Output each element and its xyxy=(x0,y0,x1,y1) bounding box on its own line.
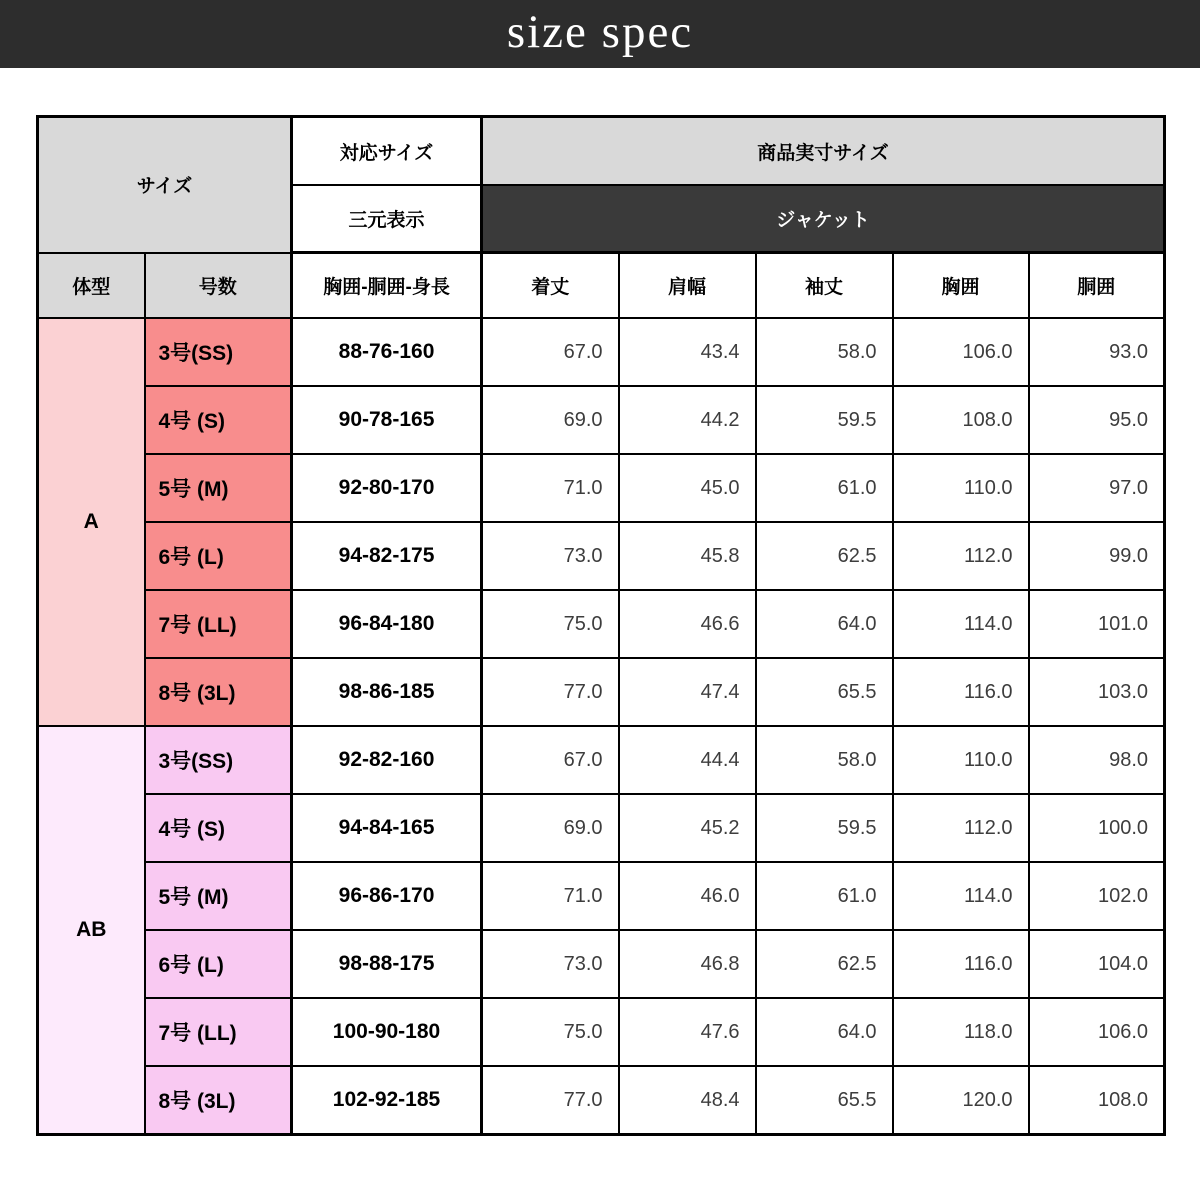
title-bar xyxy=(0,0,1200,68)
table-row xyxy=(38,658,1165,726)
table-row xyxy=(38,794,1165,862)
measurement-value-cell: 59.5 xyxy=(756,386,893,454)
measurement-value-cell: 45.2 xyxy=(619,794,756,862)
measurement-value-cell: 102.0 xyxy=(1029,862,1165,930)
measurement-value-cell: 73.0 xyxy=(482,930,619,998)
measurement-value-cell: 108.0 xyxy=(893,386,1029,454)
table-row xyxy=(38,998,1165,1066)
measurement-value-cell: 98.0 xyxy=(1029,726,1165,794)
three-element-header: 三元表示 xyxy=(292,185,482,253)
measurement-value-cell: 93.0 xyxy=(1029,318,1165,386)
size-number-cell: 4号 (S) xyxy=(145,794,292,862)
page-title: size spec xyxy=(506,5,694,58)
size-number-cell: 4号 (S) xyxy=(145,386,292,454)
table-row xyxy=(38,590,1165,658)
chest-waist-height-cell: 102-92-185 xyxy=(292,1066,482,1135)
measurement-value-cell: 58.0 xyxy=(756,726,893,794)
table-row xyxy=(38,930,1165,998)
measurement-value-cell: 44.4 xyxy=(619,726,756,794)
measurement-value-cell: 44.2 xyxy=(619,386,756,454)
measurement-value-cell: 71.0 xyxy=(482,454,619,522)
measurement-value-cell: 118.0 xyxy=(893,998,1029,1066)
chest-waist-height-cell: 88-76-160 xyxy=(292,318,482,386)
size-number-cell: 3号(SS) xyxy=(145,318,292,386)
size-number-cell: 8号 (3L) xyxy=(145,1066,292,1135)
measurement-value-cell: 65.5 xyxy=(756,1066,893,1135)
size-number-column-header: 号数 xyxy=(145,253,292,319)
measurement-value-cell: 120.0 xyxy=(893,1066,1029,1135)
measurement-value-cell: 62.5 xyxy=(756,930,893,998)
measurement-value-cell: 46.8 xyxy=(619,930,756,998)
measurement-value-cell: 43.4 xyxy=(619,318,756,386)
measurement-value-cell: 58.0 xyxy=(756,318,893,386)
measurement-value-cell: 46.0 xyxy=(619,862,756,930)
measurement-value-cell: 112.0 xyxy=(893,794,1029,862)
chest-waist-height-cell: 96-86-170 xyxy=(292,862,482,930)
measurement-value-cell: 65.5 xyxy=(756,658,893,726)
size-number-cell: 3号(SS) xyxy=(145,726,292,794)
sleeve-length-column-header: 袖丈 xyxy=(756,253,893,319)
chest-waist-height-cell: 98-88-175 xyxy=(292,930,482,998)
measurement-value-cell: 77.0 xyxy=(482,658,619,726)
measurement-value-cell: 64.0 xyxy=(756,590,893,658)
measurement-value-cell: 99.0 xyxy=(1029,522,1165,590)
chest-waist-height-cell: 96-84-180 xyxy=(292,590,482,658)
size-spec-table xyxy=(36,115,1166,1136)
header-row-1 xyxy=(38,117,1165,186)
table-row xyxy=(38,318,1165,386)
measurement-value-cell: 69.0 xyxy=(482,794,619,862)
measurement-value-cell: 46.6 xyxy=(619,590,756,658)
size-table-body xyxy=(38,318,1165,1135)
size-number-cell: 8号 (3L) xyxy=(145,658,292,726)
body-type-cell: A xyxy=(38,318,145,726)
measurement-value-cell: 114.0 xyxy=(893,862,1029,930)
measurement-value-cell: 95.0 xyxy=(1029,386,1165,454)
header-row-3 xyxy=(38,253,1165,319)
jacket-length-column-header: 着丈 xyxy=(482,253,619,319)
measurement-value-cell: 116.0 xyxy=(893,658,1029,726)
measurement-value-cell: 48.4 xyxy=(619,1066,756,1135)
measurement-value-cell: 45.8 xyxy=(619,522,756,590)
chest-waist-height-cell: 90-78-165 xyxy=(292,386,482,454)
chest-waist-height-cell: 94-82-175 xyxy=(292,522,482,590)
table-row xyxy=(38,454,1165,522)
size-number-cell: 6号 (L) xyxy=(145,522,292,590)
measurement-value-cell: 114.0 xyxy=(893,590,1029,658)
measurement-value-cell: 77.0 xyxy=(482,1066,619,1135)
chest-waist-height-cell: 94-84-165 xyxy=(292,794,482,862)
waist-column-header: 胴囲 xyxy=(1029,253,1165,319)
measurement-value-cell: 73.0 xyxy=(482,522,619,590)
chest-waist-height-cell: 92-82-160 xyxy=(292,726,482,794)
size-number-cell: 5号 (M) xyxy=(145,862,292,930)
body-type-column-header: 体型 xyxy=(38,253,145,319)
measurement-value-cell: 71.0 xyxy=(482,862,619,930)
measurement-value-cell: 104.0 xyxy=(1029,930,1165,998)
measurement-value-cell: 75.0 xyxy=(482,998,619,1066)
measurement-value-cell: 61.0 xyxy=(756,454,893,522)
size-number-cell: 7号 (LL) xyxy=(145,590,292,658)
measurement-value-cell: 110.0 xyxy=(893,726,1029,794)
measurement-value-cell: 69.0 xyxy=(482,386,619,454)
chest-column-header: 胸囲 xyxy=(893,253,1029,319)
measurement-value-cell: 61.0 xyxy=(756,862,893,930)
size-group-header: サイズ xyxy=(38,117,292,253)
table-row xyxy=(38,726,1165,794)
chest-waist-height-cell: 98-86-185 xyxy=(292,658,482,726)
measurement-value-cell: 101.0 xyxy=(1029,590,1165,658)
chest-waist-height-cell: 92-80-170 xyxy=(292,454,482,522)
measurement-value-cell: 64.0 xyxy=(756,998,893,1066)
shoulder-width-column-header: 肩幅 xyxy=(619,253,756,319)
chest-waist-height-column-header: 胸囲-胴囲-身長 xyxy=(292,253,482,319)
measurement-value-cell: 103.0 xyxy=(1029,658,1165,726)
measurement-value-cell: 110.0 xyxy=(893,454,1029,522)
measurement-value-cell: 47.6 xyxy=(619,998,756,1066)
measurement-value-cell: 67.0 xyxy=(482,726,619,794)
measurement-value-cell: 108.0 xyxy=(1029,1066,1165,1135)
measurement-value-cell: 116.0 xyxy=(893,930,1029,998)
measurement-value-cell: 59.5 xyxy=(756,794,893,862)
measurement-value-cell: 100.0 xyxy=(1029,794,1165,862)
measurement-value-cell: 106.0 xyxy=(1029,998,1165,1066)
table-row xyxy=(38,386,1165,454)
measurement-value-cell: 47.4 xyxy=(619,658,756,726)
size-number-cell: 7号 (LL) xyxy=(145,998,292,1066)
size-number-cell: 6号 (L) xyxy=(145,930,292,998)
measurement-value-cell: 67.0 xyxy=(482,318,619,386)
size-spec-table-container xyxy=(36,115,1163,1136)
product-actual-size-header: 商品実寸サイズ xyxy=(482,117,1165,186)
body-type-cell: AB xyxy=(38,726,145,1135)
measurement-value-cell: 62.5 xyxy=(756,522,893,590)
table-row xyxy=(38,862,1165,930)
table-row xyxy=(38,522,1165,590)
measurement-value-cell: 45.0 xyxy=(619,454,756,522)
table-row xyxy=(38,1066,1165,1135)
jacket-header: ジャケット xyxy=(482,185,1165,253)
compatible-size-header: 対応サイズ xyxy=(292,117,482,186)
size-number-cell: 5号 (M) xyxy=(145,454,292,522)
measurement-value-cell: 97.0 xyxy=(1029,454,1165,522)
measurement-value-cell: 106.0 xyxy=(893,318,1029,386)
chest-waist-height-cell: 100-90-180 xyxy=(292,998,482,1066)
measurement-value-cell: 112.0 xyxy=(893,522,1029,590)
measurement-value-cell: 75.0 xyxy=(482,590,619,658)
